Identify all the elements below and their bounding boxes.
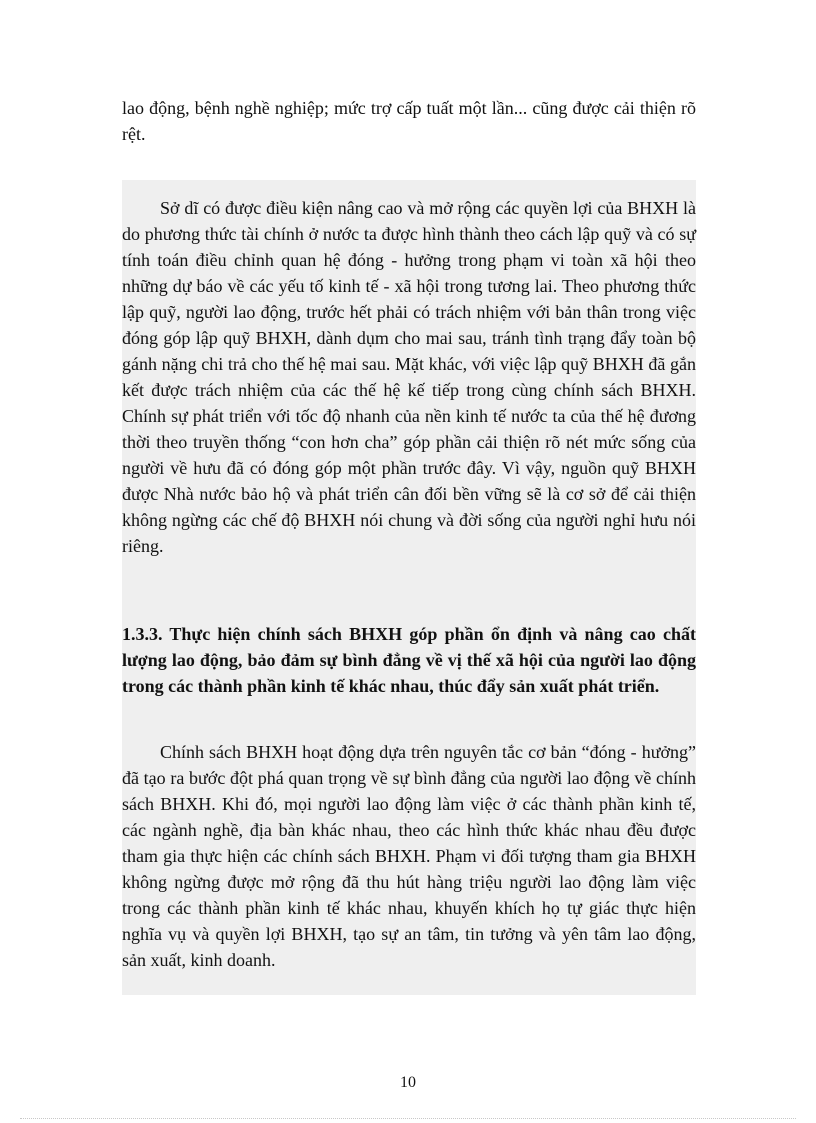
section-heading: 1.3.3. Thực hiện chính sách BHXH góp phần ổn định và nâng cao chất lượng lao động, bảo đảm sự bình đẳng về vị thế xã hội của người lao động trong các thành phần kinh tế khác nhau, thúc đẩy sản xuất phát triển. [122,624,696,696]
paragraph-top: lao động, bệnh nghề nghiệp; mức trợ cấp tuất một lần... cũng được cải thiện rõ rệt. [122,98,696,144]
paragraph-bottom: Chính sách BHXH hoạt động dựa trên nguyên tắc cơ bản “đóng - hưởng” đã tạo ra bước đột phá quan trọng về sự bình đẳng của người lao động về chính sách BHXH. Khi đó, mọi người lao động làm việc ở các thành phần kinh tế, các ngành nghề, địa bàn khác nhau, theo các hình thức khác nhau đều được tham gia thực hiện các chính sách BHXH. Phạm vi đối tượng tham gia BHXH không ngừng được mở rộng đã thu hút hàng triệu người lao động làm việc trong các thành phần kinh tế khác nhau, khuyến khích họ tự giác thực hiện nghĩa vụ và quyền lợi BHXH, tạo sự an tâm, tin tưởng và yên tâm lao động, sản xuất, kinh doanh. [122,742,696,970]
page-bottom-divider [20,1118,796,1119]
page-number: 10 [400,1074,416,1091]
paragraph-main: Sở dĩ có được điều kiện nâng cao và mở rộng các quyền lợi của BHXH là do phương thức tài chính ở nước ta được hình thành theo cách lập quỹ và có sự tính toán điều chỉnh quan hệ đóng - hưởng trong phạm vi toàn xã hội theo những dự báo về các yếu tố kinh tế - xã hội trong tương lai. Theo phương thức lập quỹ, người lao động, trước hết phải có trách nhiệm với bản thân trong việc đóng góp lập quỹ BHXH, dành dụm cho mai sau, tránh tình trạng đẩy toàn bộ gánh nặng chi trả cho thế hệ mai sau. Mặt khác, với việc lập quỹ BHXH đã gắn kết được trách nhiệm của các thế hệ kế tiếp trong cùng chính sách BHXH. Chính sự phát triển với tốc độ nhanh của nền kinh tế nước ta của thế hệ đương thời theo truyền thống “con hơn cha” góp phần cải thiện rõ nét mức sống của người về hưu đã có đóng góp một phần trước đây. Vì vậy, nguồn quỹ BHXH được Nhà nước bảo hộ và phát triển cân đối bền vững sẽ là cơ sở để cải thiện không ngừng các chế độ BHXH nói chung và đời sống của người nghỉ hưu nói riêng. [122,198,696,556]
